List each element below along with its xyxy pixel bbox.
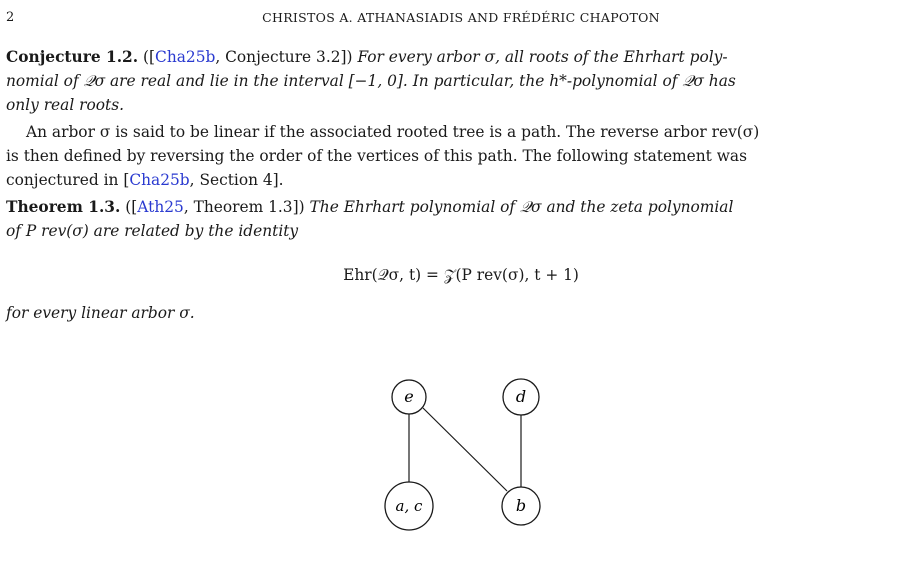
running-head: CHRISTOS A. ATHANASIADIS AND FRÉDÉRIC CHAPOTON [262, 10, 660, 25]
conjecture-line-3: only real roots. [6, 96, 125, 114]
theorem-statement-1: The Ehrhart polynomial of 𝒬σ and the zeta polynomial [309, 198, 734, 216]
conjecture-cite-detail: , Conjecture 3.2]) [215, 48, 353, 66]
citation-link-cha25b[interactable]: Cha25b [155, 48, 216, 66]
poset-diagram-svg [0, 370, 922, 571]
citation-link-ath25[interactable]: Ath25 [137, 198, 184, 216]
page-header [6, 10, 916, 30]
poset-diagram [0, 370, 922, 571]
node-e [392, 380, 426, 414]
paragraph-line-3-pre: conjectured in [ [6, 171, 130, 189]
conjecture-label: Conjecture 1.2. [6, 48, 139, 66]
conjecture-line-2: nomial of 𝒬σ are real and lie in the interval [−1, 0]. In particular, the h*-polynomial of 𝒬σ has [6, 72, 736, 90]
node-b [502, 487, 540, 525]
theorem-cite-detail: , Theorem 1.3]) [183, 198, 305, 216]
identity-equation: Ehr(𝒬σ, t) = 𝒵(P rev(σ), t + 1) [343, 266, 579, 284]
paragraph-line-2: is then defined by reversing the order of the vertices of this path. The following statement was [6, 147, 747, 165]
conjecture-statement-1: For every arbor σ, all roots of the Ehrhart poly- [357, 48, 728, 66]
conjecture-1-2 [6, 45, 916, 117]
theorem-closing: for every linear arbor σ. [6, 304, 195, 322]
node-d [503, 379, 539, 415]
paragraph-line-1: An arbor σ is said to be linear if the associated rooted tree is a path. The reverse arbor rev(σ) [26, 123, 760, 141]
node-ac [385, 482, 433, 530]
page-number: 2 [6, 10, 15, 25]
conjecture-line-1: Conjecture 1.2. ([Cha25b, Conjecture 3.2]) For every arbor σ, all roots of the Ehrhart poly- [6, 48, 728, 66]
theorem-line-1: Theorem 1.3. ([Ath25, Theorem 1.3]) The Ehrhart polynomial of 𝒬σ and the zeta polynomial [6, 198, 734, 216]
paragraph-line-3-post: , Section 4]. [189, 171, 284, 189]
theorem-label: Theorem 1.3. [6, 198, 121, 216]
node-e-label: e [404, 387, 414, 406]
theorem-1-3 [6, 195, 916, 243]
paragraph-line-3 [6, 168, 916, 192]
node-b-label: b [515, 496, 527, 515]
edge-e-b [423, 408, 507, 491]
node-ac-label: a, c [395, 497, 423, 515]
citation-link-cha25b-section[interactable]: Cha25b [129, 171, 190, 189]
node-d-label: d [515, 387, 527, 406]
linear-arbor-paragraph [6, 120, 916, 192]
theorem-line-2: of P rev(σ) are related by the identity [6, 222, 299, 240]
